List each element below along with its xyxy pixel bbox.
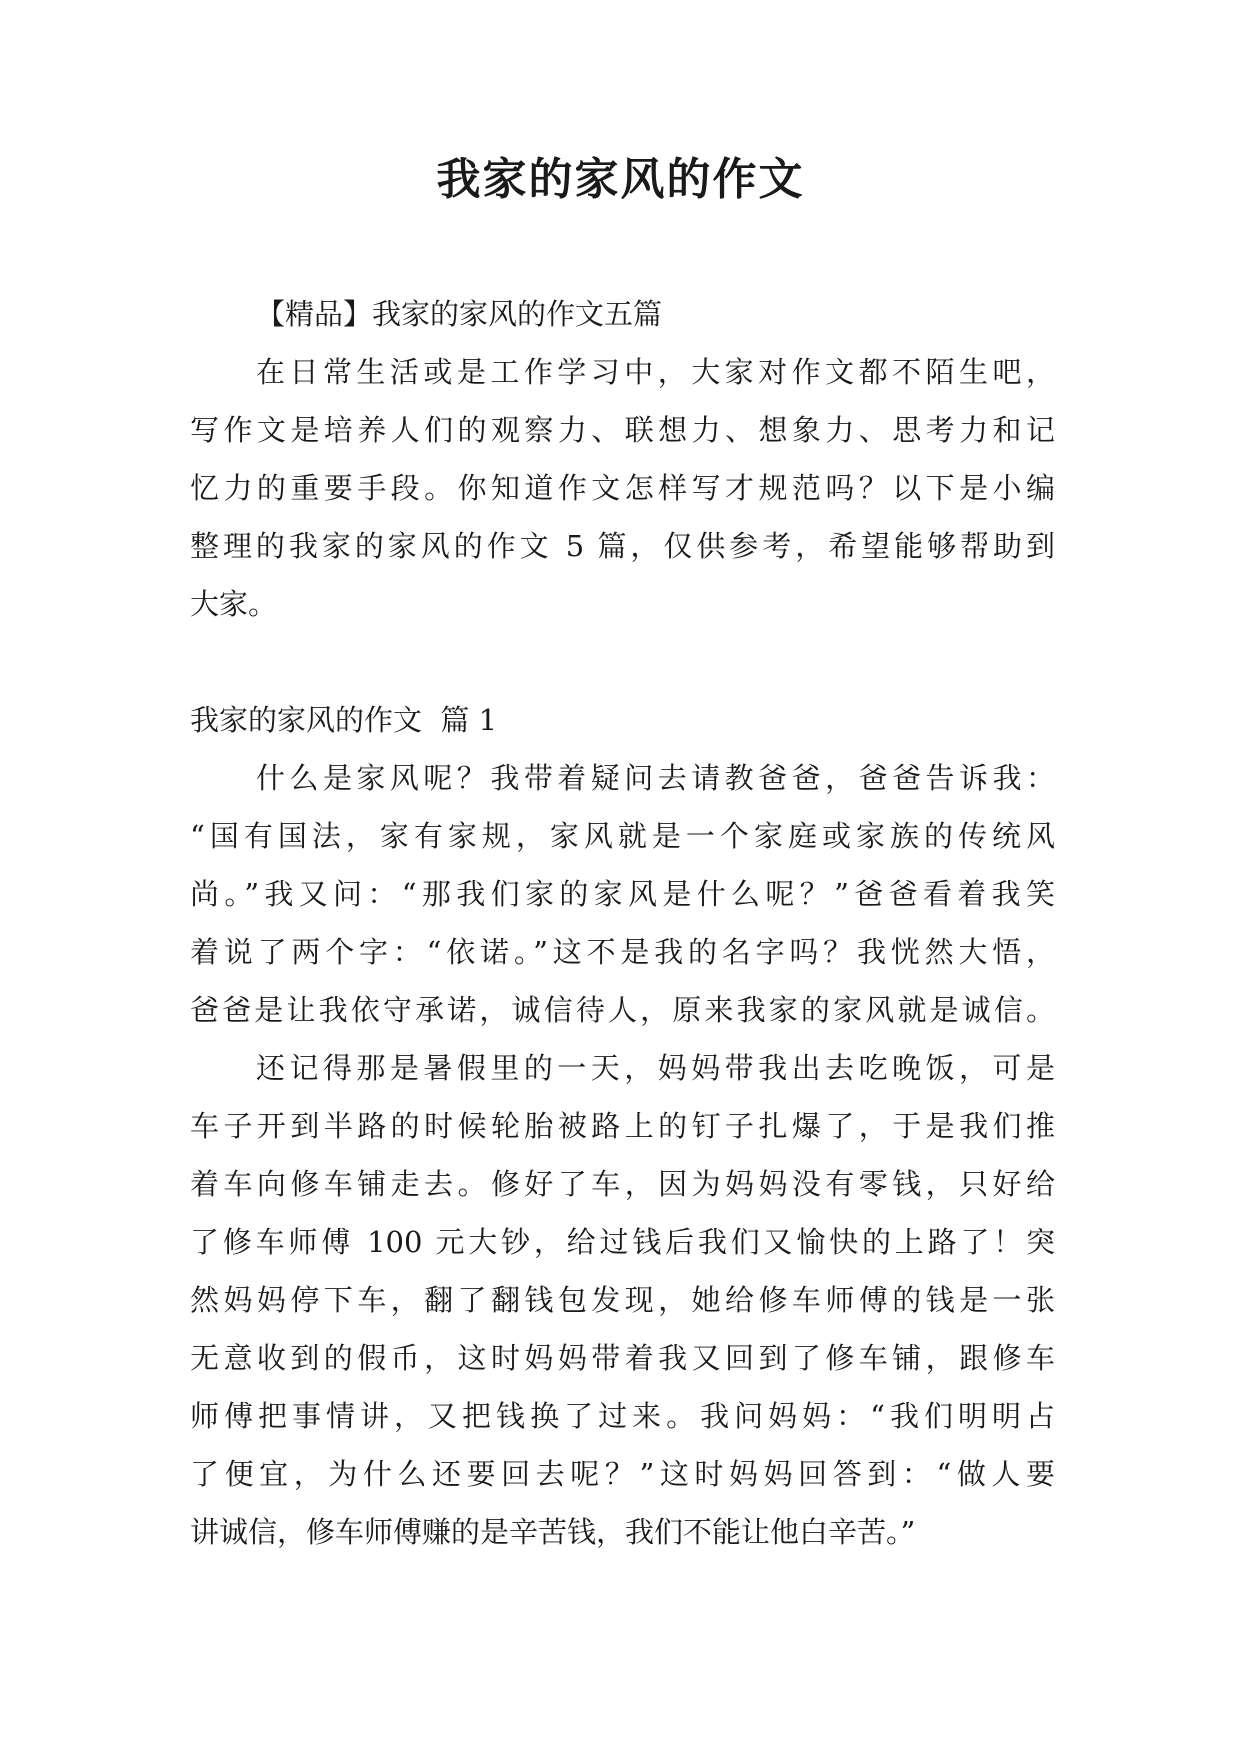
paragraph-line: 着说了两个字：“依诺。”这不是我的名字吗？我恍然大悟，	[190, 935, 1055, 969]
intro-line: 忆力的重要手段。你知道作文怎样写才规范吗？以下是小编	[190, 471, 1055, 505]
paragraph-line: 车子开到半路的时候轮胎被路上的钉子扎爆了，于是我们推	[190, 1109, 1055, 1143]
paragraph-line: 尚。”我又问：“那我们家的家风是什么呢？”爸爸看着我笑	[190, 877, 1055, 911]
intro-line: 写作文是培养人们的观察力、联想力、想象力、思考力和记	[190, 413, 1055, 447]
body-paragraph-1	[190, 749, 1055, 1039]
paragraph-line: 了便宜，为什么还要回去呢？”这时妈妈回答到：“做人要	[190, 1457, 1055, 1491]
intro-line: 整理的我家的家风的作文 5 篇，仅供参考，希望能够帮助到	[190, 529, 1055, 563]
paragraph-line: “国有国法，家有家规，家风就是一个家庭或家族的传统风	[190, 819, 1055, 853]
paragraph-line: 什么是家风呢？我带着疑问去请教爸爸，爸爸告诉我：	[256, 761, 1055, 795]
intro-paragraph	[190, 343, 1055, 633]
paragraph-line: 无意收到的假币，这时妈妈带着我又回到了修车铺，跟修车	[190, 1341, 1055, 1375]
paragraph-line: 讲诚信，修车师傅赚的是辛苦钱，我们不能让他白辛苦。”	[190, 1515, 916, 1549]
section-heading: 我家的家风的作文 篇 1	[190, 703, 498, 737]
paragraph-line: 还记得那是暑假里的一天，妈妈带我出去吃晚饭，可是	[256, 1051, 1055, 1085]
paragraph-line: 然妈妈停下车，翻了翻钱包发现，她给修车师傅的钱是一张	[190, 1283, 1055, 1317]
document-body	[190, 285, 1055, 1561]
body-paragraph-2	[190, 1039, 1055, 1561]
paragraph-line: 爸爸是让我依守承诺，诚信待人，原来我家的家风就是诚信。	[190, 993, 1055, 1027]
document-subtitle: 【精品】我家的家风的作文五篇	[256, 297, 663, 331]
paragraph-line: 着车向修车铺走去。修好了车，因为妈妈没有零钱，只好给	[190, 1167, 1055, 1201]
intro-line: 大家。	[190, 587, 278, 621]
paragraph-line: 了修车师傅 100 元大钞，给过钱后我们又愉快的上路了！突	[190, 1225, 1055, 1259]
paragraph-line: 师傅把事情讲，又把钱换了过来。我问妈妈：“我们明明占	[190, 1399, 1055, 1433]
paragraph-gap	[190, 633, 1055, 691]
intro-line: 在日常生活或是工作学习中，大家对作文都不陌生吧，	[256, 355, 1055, 389]
document-title: 我家的家风的作文	[436, 154, 805, 205]
